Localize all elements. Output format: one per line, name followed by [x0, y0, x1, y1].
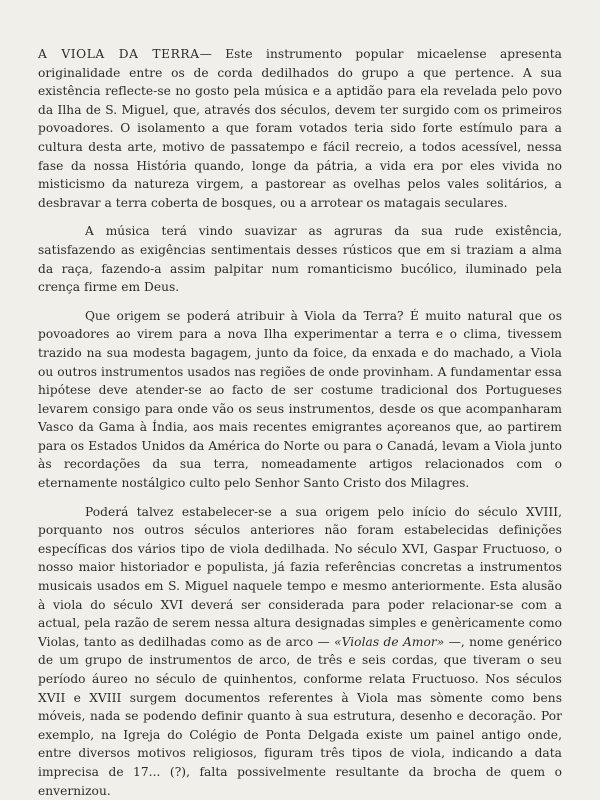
paragraph-4 — [38, 503, 562, 800]
paragraph-4-part-1: Poderá talvez estabelecer-se a sua origem pelo início do século XVIII, porquanto nos outros séculos anteriores não foram estabelecidas definições específicas dos vários tipo de viola dedilhada. No século XVI, Gaspar Fructuoso, o nosso maior historiador e populista, já fazia referências concretas a instrumentos musicais usados em S. Miguel naquele tempo e mesmo anteriormente. Esta alusão à viola do século XVI deverá ser considerada para poder relacionar-se com a actual, pela razão de serem nessa altura designadas simples e genèricamente como Violas, tanto as dedilhadas como as de arco — — [38, 504, 562, 649]
paragraph-4-part-2: —, nome genérico de um grupo de instrumentos de arco, de três e seis cordas, que tiveram o seu período áureo no século de quinhentos, conforme relata Fructuoso. Nos séculos XVII e XVIII surgem documentos referentes à Viola mas sòmente como bens móveis, nada se podendo definir quanto à sua estrutura, desenho e decoração. Por exemplo, na Igreja do Colégio de Ponta Delgada existe um painel antigo onde, entre diversos motivos religiosos, figuram três tipos de viola, indicando a data imprecisa de 17... (?), falta possivelmente resultante da brocha de quem o envernizou. — [38, 634, 562, 798]
paragraph-1-body: Este instrumento popular micaelense apresenta originalidade entre os de corda dedilhados do grupo a que pertence. A sua existência reflecte-se no gosto pela música e a aptidão para ela revelada pelo povo da Ilha de S. Miguel, que, através dos séculos, devem ter surgido com os primeiros povoadores. O isolamento a que foram votados teria sido forte estímulo para a cultura desta arte, motivo de passatempo e fácil recreio, a todos acessível, nessa fase da nossa História quando, longe da pátria, a vida era por eles vivida no misticismo da natureza virgem, a pastorear as ovelhas pelos vales solitários, a desbravar a terra coberta de bosques, ou a arrotear os matagais seculares. — [38, 47, 562, 210]
document-heading: A VIOLA DA TERRA — [38, 47, 200, 61]
paragraph-4-italic-term: «Violas de Amor» — [334, 634, 445, 649]
heading-dash: — — [199, 47, 226, 61]
paragraph-1 — [38, 45, 562, 212]
paragraph-2: A música terá vindo suavizar as agruras da sua rude existência, satisfazendo as exigências sentimentais desses rústicos que em si traziam a alma da raça, fazendo-a assim palpitar num romanticismo bucólico, iluminado pela crença firme em Deus. — [38, 224, 562, 295]
paragraph-3: Que origem se poderá atribuir à Viola da Terra? É muito natural que os povoadores ao virem para a nova Ilha experimentar a terra e o clima, tivessem trazido na sua modesta bagagem, junto da foice, da enxada e do machado, a Viola ou outros instrumentos usados nas regiões de onde provinham. A fundamentar essa hipótese deve atender-se ao facto de ser costume tradicional dos Portugueses levarem consigo para onde vão os seus instrumentos, desde os que acompanharam Vasco da Gama à Índia, aos mais recentes emigrantes açoreanos que, ao partirem para os Estados Unidos da América do Norte ou para o Canadá, levam a Viola junto às recordações da sua terra, nomeadamente artigos relacionados com o eternamente nostálgico culto pelo Senhor Santo Cristo dos Milagres. — [38, 308, 562, 491]
